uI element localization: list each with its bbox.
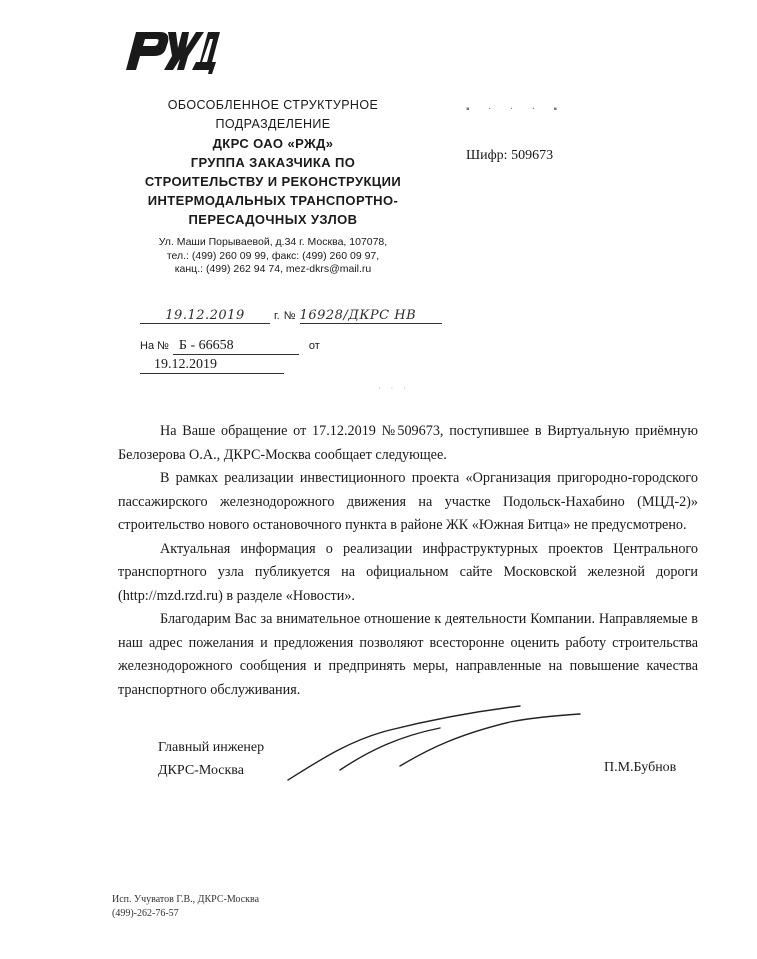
address-line-3: канц.: (499) 262 94 74, mez-dkrs@mail.ru [174, 263, 372, 275]
signatory-title [158, 736, 264, 782]
organization-address [108, 236, 438, 277]
reference-date-label: от [308, 340, 320, 352]
recipient-cipher: Шифр: 509673 [466, 148, 554, 163]
outgoing-number: 16928/ДКРС НВ [300, 308, 442, 324]
org-line-5: СТРОИТЕЛЬСТВУ И РЕКОНСТРУКЦИИ [144, 174, 402, 189]
registration-line [140, 306, 460, 324]
org-line-3: ДКРС ОАО «РЖД» [212, 136, 334, 151]
org-line-6: ИНТЕРМОДАЛЬНЫХ ТРАНСПОРТНО- [147, 193, 399, 208]
reference-date: 19.12.2019 [140, 357, 284, 374]
body-paragraph-4: Благодарим Вас за внимательное отношение к деятельности Компании. Направляемые в наш адрес пожелания и предложения позволяют всесторонне оценить работу строительства железнодорожного сообщения и предпринять меры, направленные на повышение качества транспортного обслуживания. [118, 611, 698, 698]
outgoing-date: 19.12.2019 [140, 308, 270, 324]
scan-specks: · · · [378, 384, 410, 393]
rzd-logo-mark [112, 22, 222, 74]
executor-name: Исп. Учуватов Г.В., ДКРС-Москва [112, 894, 260, 905]
year-label: г. [274, 310, 280, 322]
org-line-7: ПЕРЕСАДОЧНЫХ УЗЛОВ [188, 212, 358, 227]
org-line-1: ОБОСОБЛЕННОЕ СТРУКТУРНОЕ [167, 98, 379, 112]
address-line-1: Ул. Маши Порываевой, д.34 г. Москва, 107078, [158, 236, 388, 248]
signatory-department: ДКРС-Москва [158, 763, 244, 778]
letter-body [118, 420, 698, 702]
reference-number: Б - 66658 [173, 338, 299, 355]
org-line-4: ГРУППА ЗАКАЗЧИКА ПО [190, 155, 356, 170]
reference-number-label: На № [140, 340, 169, 352]
organization-header [108, 96, 438, 229]
handwritten-signature [280, 700, 600, 790]
executor-phone: (499)-262-76-57 [112, 908, 179, 919]
address-line-2: тел.: (499) 260 09 99, факс: (499) 260 09 97, [166, 249, 380, 262]
executor-info [112, 893, 259, 921]
signatory-name: П.М.Бубнов [604, 760, 677, 775]
body-paragraph-1: На Ваше обращение от 17.12.2019 №509673, поступившее в Виртуальную приёмную Белозерова О.А., ДКРС-Москва сообщает следующее. [118, 423, 698, 463]
redacted-recipient-marks: ▪ · · · ▪ [466, 104, 566, 115]
body-paragraph-2: В рамках реализации инвестиционного проекта «Организация пригородно-городского пассажирского железнодорожного движения на участке Подольск-Нахабино (МЦД-2)» строительство нового остановочного пункта в районе ЖК «Южная Битца» не предусмотрено. [118, 470, 698, 533]
rzd-logo [112, 22, 222, 74]
body-paragraph-3: Актуальная информация о реализации инфраструктурных проектов Центрального транспортного узла публикуется на официальном сайте Московской железной дороги (http://mzd.rzd.ru) в разделе «Новости». [118, 540, 698, 604]
reference-line [140, 336, 460, 374]
number-label: № [283, 310, 296, 322]
signatory-role: Главный инженер [158, 740, 265, 755]
org-line-2: ПОДРАЗДЕЛЕНИЕ [215, 117, 331, 131]
